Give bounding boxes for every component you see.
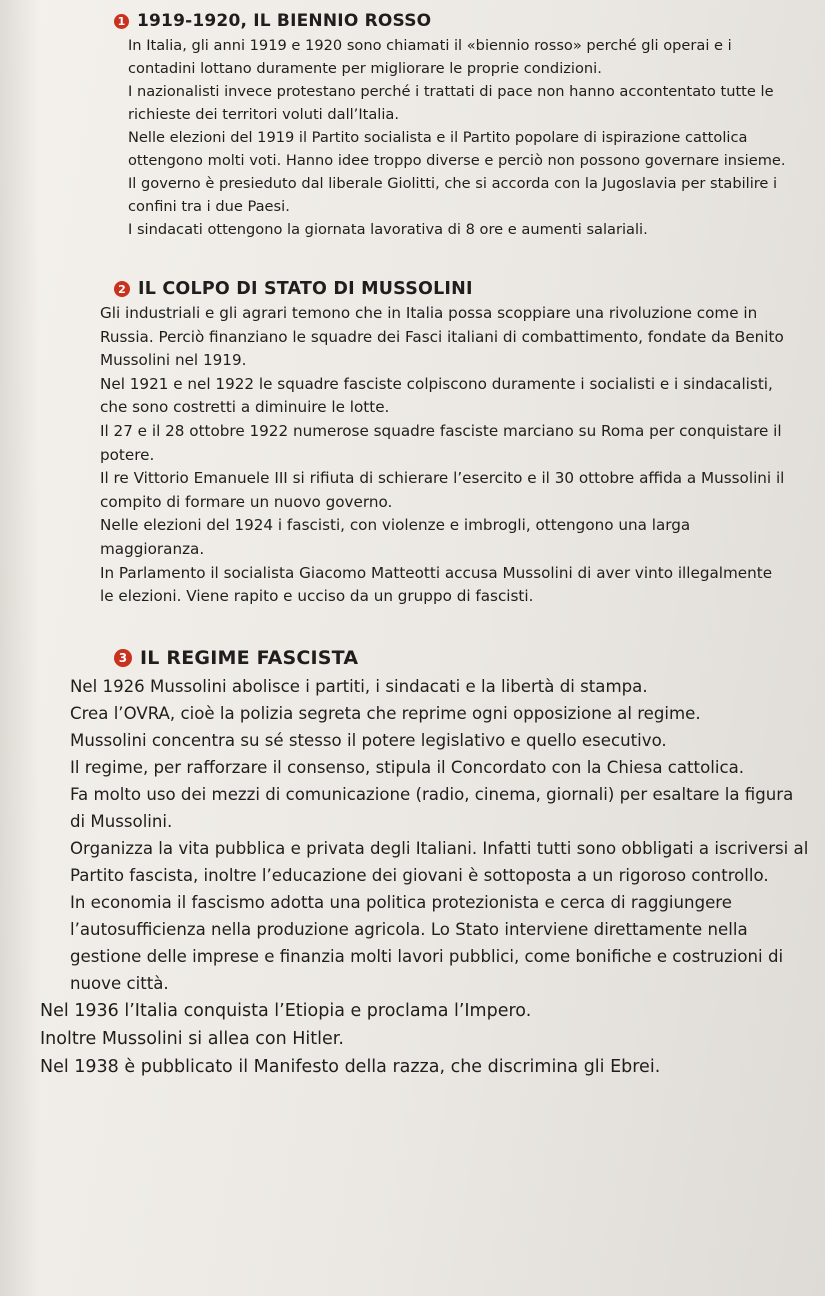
- section-title: IL REGIME FASCISTA: [140, 647, 359, 669]
- section-number-badge: 3: [114, 649, 132, 667]
- paragraph: Il regime, per rafforzare il consenso, stipula il Concordato con la Chiesa cattolica.: [70, 758, 745, 777]
- section-heading: [114, 643, 810, 673]
- paragraph: Fa molto uso dei mezzi di comunicazione (radio, cinema, giornali) per esaltare la figura di Mussolini.: [70, 785, 794, 831]
- paragraph: Inoltre Mussolini si allea con Hitler.: [40, 1029, 344, 1049]
- paragraph: Nel 1926 Mussolini abolisce i partiti, i sindacati e la libertà di stampa.: [70, 677, 648, 696]
- paragraph: Il 27 e il 28 ottobre 1922 numerose squadre fasciste marciano su Roma per conquistare il potere.: [100, 421, 782, 464]
- paragraph: In Italia, gli anni 1919 e 1920 sono chiamati il «biennio rosso» perché gli operai e i contadini lottano duramente per migliorare le proprie condizioni.: [128, 37, 732, 77]
- paragraph: Gli industriali e gli agrari temono che in Italia possa scoppiare una rivoluzione come in Russia. Perciò finanziano le squadre dei Fasci italiani di combattimento, fondate da Benito Mussolini nel 1919.: [100, 304, 784, 370]
- paragraph: Nelle elezioni del 1924 i fascisti, con violenze e imbrogli, ottengono una larga maggioranza.: [100, 516, 691, 558]
- section-heading: [114, 8, 788, 34]
- paragraph: Mussolini concentra su sé stesso il potere legislativo e quello esecutivo.: [70, 731, 667, 750]
- paragraph: Crea l’OVRA, cioè la polizia segreta che reprime ogni opposizione al regime.: [70, 704, 701, 723]
- section-regime-fascista: [40, 643, 810, 1081]
- paragraph: Nelle elezioni del 1919 il Partito socialista e il Partito popolare di ispirazione cattolica ottengono molti voti. Hanno idee troppo diverse e perciò non possono governare insieme.: [128, 129, 786, 169]
- paragraph: Nel 1936 l’Italia conquista l’Etiopia e proclama l’Impero.: [40, 1001, 532, 1021]
- section-number-badge: 1: [114, 14, 129, 29]
- section-heading: [114, 276, 790, 302]
- paragraph: Il governo è presieduto dal liberale Giolitti, che si accorda con la Jugoslavia per stabilire i confini tra i due Paesi.: [128, 175, 778, 215]
- section-colpo-di-stato: [100, 276, 790, 609]
- paragraph: I sindacati ottengono la giornata lavorativa di 8 ore e aumenti salariali.: [128, 221, 648, 238]
- page-shadow: [0, 0, 40, 1296]
- paragraph: In Parlamento il socialista Giacomo Matteotti accusa Mussolini di aver vinto illegalmente le elezioni. Viene rapito e ucciso da un gruppo di fascisti.: [100, 563, 773, 606]
- paragraph: Nel 1921 e nel 1922 le squadre fasciste colpiscono duramente i socialisti e i sindacalisti, che sono costretti a diminuire le lotte.: [100, 374, 773, 417]
- section-title: 1919-1920, IL BIENNIO ROSSO: [137, 11, 432, 31]
- paragraph: I nazionalisti invece protestano perché i trattati di pace non hanno accontentato tutte le richieste dei territori voluti dall’Italia.: [128, 83, 774, 123]
- section-biennio-rosso: [117, 8, 788, 241]
- paragraph: Nel 1938 è pubblicato il Manifesto della razza, che discrimina gli Ebrei.: [40, 1057, 661, 1077]
- paragraph: In economia il fascismo adotta una politica protezionista e cerca di raggiungere l’autosufficienza nella produzione agricola. Lo Stato interviene direttamente nella gestione delle imprese e finanzia molti lavori pubblici, come bonifiche e costruzioni di nuove città.: [70, 893, 784, 993]
- section-title: IL COLPO DI STATO DI MUSSOLINI: [138, 279, 473, 299]
- paragraph: Organizza la vita pubblica e privata degli Italiani. Infatti tutti sono obbligati a iscriversi al Partito fascista, inoltre l’educazione dei giovani è sottoposta a un rigoroso controllo.: [70, 839, 809, 885]
- section-number-badge: 2: [114, 281, 130, 297]
- paragraph: Il re Vittorio Emanuele III si rifiuta di schierare l’esercito e il 30 ottobre affida a Mussolini il compito di formare un nuovo governo.: [100, 469, 785, 511]
